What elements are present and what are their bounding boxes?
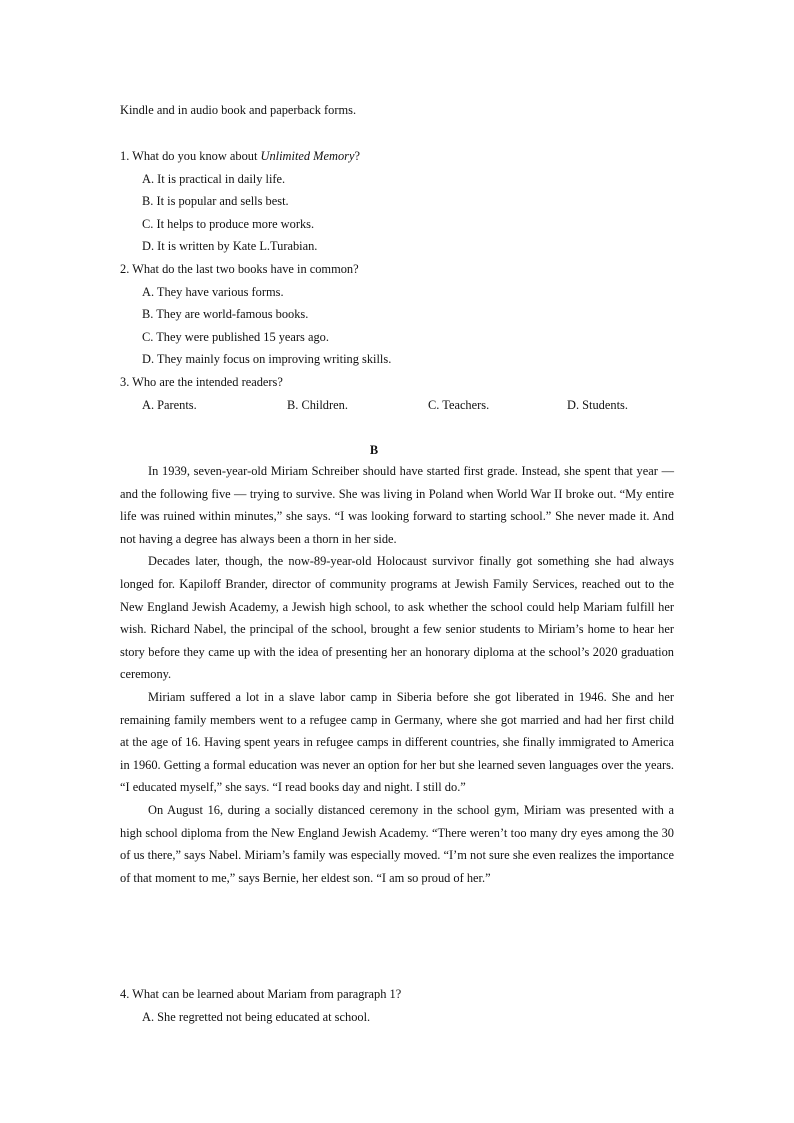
question-3-option-a: A. Parents. <box>142 398 197 412</box>
question-1-option-a: A. It is practical in daily life. <box>142 172 286 186</box>
question-2-option-a: A. They have various forms. <box>142 285 284 299</box>
question-number: 1. <box>120 149 130 163</box>
intro-tail-text: Kindle and in audio book and paperback forms. <box>120 103 357 117</box>
passage-paragraph-1: In 1939, seven-year-old Miriam Schreiber should have started first grade. Instead, she spent that year — and the following five — trying to survive. She was living in Poland when World War II broke out. “My entire life was ruined within minutes,” she says. “I was looking forward to starting school.” She never made it. And not having a degree has always been a thorn in her side. <box>120 464 674 546</box>
question-3-option-d: D. Students. <box>567 398 628 412</box>
section-heading: B <box>369 443 379 457</box>
passage-paragraph-2: Decades later, though, the now-89-year-old Holocaust survivor finally got something she had always longed for. Kapiloff Brander, director of community programs at Jewish Family Services, reached out to the New England Jewish Academy, a Jewish high school, to ask whether the school could help Mariam fulfill her wish. Richard Nabel, the principal of the school, brought a few senior students to Miriam’s home to hear her story before they came up with the idea of presenting her an honorary diploma at the school’s 2020 graduation ceremony. <box>120 554 674 682</box>
question-3-stem <box>120 374 283 390</box>
question-stem-text: What can be learned about Mariam from paragraph 1? <box>132 987 402 1001</box>
question-2-stem <box>120 261 359 277</box>
passage-body <box>120 460 674 889</box>
question-stem-text: What do the last two books have in common? <box>132 262 359 276</box>
question-4-option-a: A. She regretted not being educated at school. <box>142 1010 371 1024</box>
question-number: 3. <box>120 375 130 389</box>
question-2-option-d: D. They mainly focus on improving writing skills. <box>142 352 392 366</box>
question-2-option-b: B. They are world-famous books. <box>142 307 309 321</box>
passage-paragraph-4: On August 16, during a socially distanced ceremony in the school gym, Miriam was presented with a high school diploma from the New England Jewish Academy. “There weren’t too many dry eyes among the 30 of us there,” says Nabel. Miriam’s family was especially moved. “I’m not sure she even realizes the importance of that moment to me,” says Bernie, her eldest son. “I am so proud of her.” <box>120 802 674 885</box>
question-1-stem <box>120 148 360 164</box>
question-stem-text: Who are the intended readers? <box>132 375 283 389</box>
passage-paragraph-3: Miriam suffered a lot in a slave labor camp in Siberia before she got liberated in 1946. She and her remaining family members went to a refugee camp in Germany, where she got married and had her first child at the age of 16. Having spent years in refugee camps in different countries, she finally immigrated to America in 1960. Getting a formal education was never an option for her but she learned seven languages over the years. “I educated myself,” she says. “I read books day and night. I still do.” <box>120 689 674 795</box>
question-1-option-c: C. It helps to produce more works. <box>142 217 315 231</box>
question-2-option-c: C. They were published 15 years ago. <box>142 330 329 344</box>
question-1-option-d: D. It is written by Kate L.Turabian. <box>142 239 318 253</box>
question-3-option-b: B. Children. <box>287 398 348 412</box>
question-stem-end: ? <box>354 149 360 163</box>
question-1-option-b: B. It is popular and sells best. <box>142 194 289 208</box>
question-stem-text: What do you know about <box>132 149 261 163</box>
question-number: 2. <box>120 262 130 276</box>
question-4-stem <box>120 986 401 1002</box>
question-number: 4. <box>120 987 130 1001</box>
book-title-italic: Unlimited Memory <box>260 149 355 163</box>
question-3-option-c: C. Teachers. <box>428 398 490 412</box>
